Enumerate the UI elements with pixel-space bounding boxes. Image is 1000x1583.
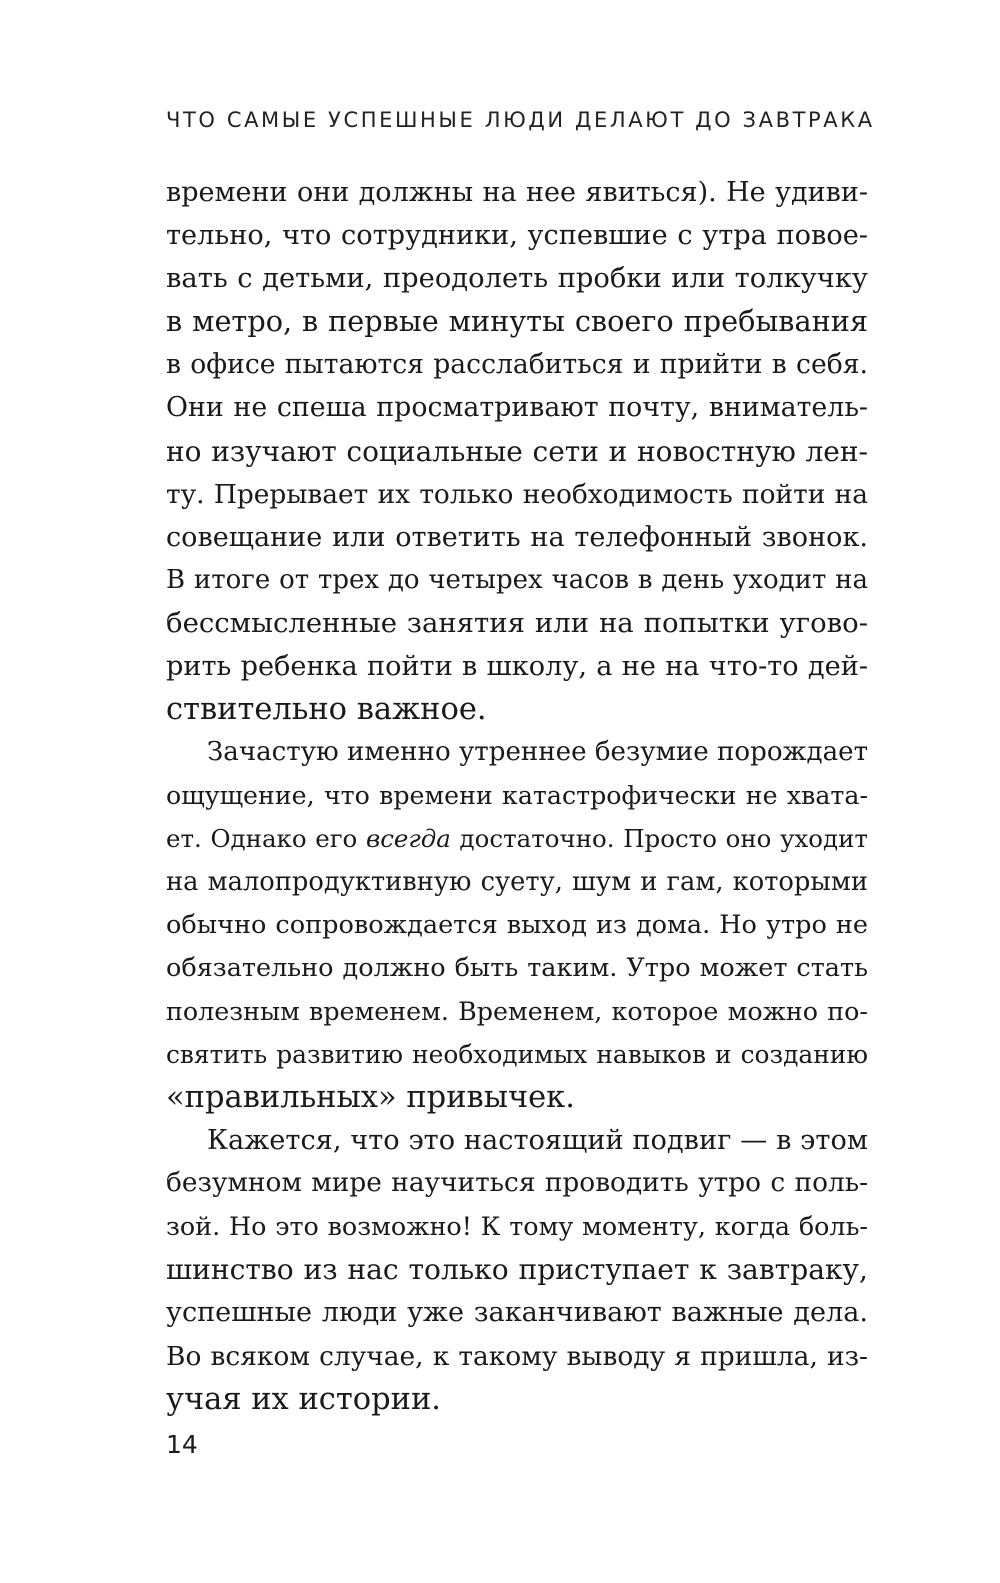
- text-line: на малопродуктивную суету, шум и гам, которыми: [166, 866, 868, 897]
- text-line: ствительно важное.: [166, 692, 487, 728]
- text-line: успешные люди уже заканчивают важные дела.: [166, 1297, 868, 1329]
- text-line: рить ребенка пойти в школу, а не на что-то дей-: [166, 651, 868, 683]
- paragraph-1: [166, 171, 868, 731]
- text-line: зой. Но это возможно! К тому моменту, когда боль-: [166, 1211, 868, 1242]
- paragraph-2: [166, 731, 868, 1119]
- text-line: ту. Прерывает их только необходимость пойти на: [166, 478, 868, 510]
- text-line: вать с детьми, преодолеть пробки или толкучку: [166, 263, 868, 295]
- text-line: тельно, что сотрудники, успевшие с утра повое-: [166, 220, 868, 252]
- text-line: ощущение, что времени катастрофически не хвата-: [166, 781, 868, 811]
- text-line: времени они должны на нее явиться). Не удиви-: [166, 177, 868, 208]
- text-line: обычно сопровождается выход из дома. Но утро не: [166, 909, 868, 940]
- text-line: В итоге от трех до четырех часов в день уходит на: [166, 564, 868, 595]
- body-text: [166, 171, 868, 1421]
- text-line: Во всяком случае, к такому выводу я пришла, из-: [166, 1340, 868, 1372]
- text-line: обязательно должно быть таким. Утро может стать: [166, 952, 868, 983]
- text-line: безумном мире научиться проводить утро с поль-: [166, 1168, 868, 1199]
- text-line: полезным временем. Временем, которое можно по-: [166, 995, 868, 1026]
- text-run: достаточно. Просто оно уходит: [450, 824, 868, 854]
- text-line: шинство из нас только приступает к завтраку,: [166, 1253, 868, 1287]
- text-line: совещание или ответить на телефонный звонок.: [166, 521, 868, 553]
- running-header: ЧТО САМЫЕ УСПЕШНЫЕ ЛЮДИ ДЕЛАЮТ ДО ЗАВТРАКА: [166, 108, 875, 132]
- text-line: учая их истории.: [166, 1381, 441, 1417]
- text-line: в офисе пытаются расслабиться и прийти в себя.: [166, 349, 868, 381]
- text-line: Зачастую именно утреннее безумие порождает: [207, 737, 869, 768]
- text-line: Они не спеша просматривают почту, вниматель-: [166, 392, 868, 424]
- emphasis-word: всегда: [365, 824, 451, 854]
- text-line: но изучают социальные сети и новостную лен-: [166, 434, 868, 468]
- text-run: ет. Однако его: [166, 824, 366, 854]
- text-line: Кажется, что это настоящий подвиг — в этом: [207, 1125, 868, 1157]
- text-line: «правильных» привычек.: [166, 1079, 575, 1115]
- text-line: святить развитию необходимых навыков и созданию: [166, 1039, 868, 1069]
- page-number: 14: [166, 1430, 198, 1459]
- text-line: бессмысленные занятия или на попытки угово-: [166, 606, 868, 639]
- paragraph-3: [166, 1119, 868, 1421]
- text-line: в метро, в первые минуты своего пребывания: [166, 304, 868, 339]
- text-line-with-emphasis: [166, 817, 868, 860]
